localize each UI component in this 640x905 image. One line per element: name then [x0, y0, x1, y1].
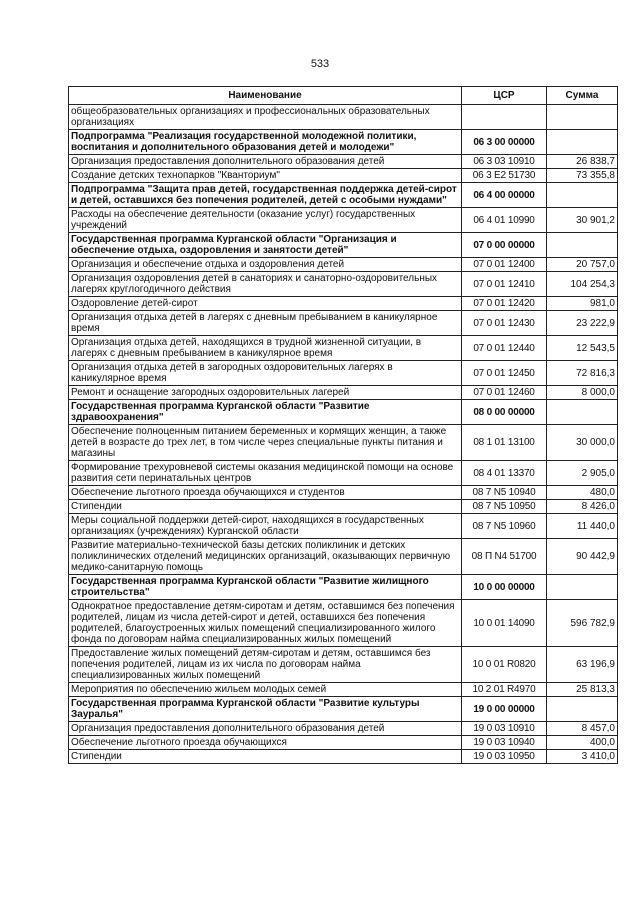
table-row	[69, 400, 618, 425]
table-row	[69, 600, 618, 647]
row-sum	[547, 697, 618, 722]
row-name: Подпрограмма "Защита прав детей, государственная поддержка детей-сирот и детей, оставшихся без попечения родителей, детей с особыми нуждами"	[69, 183, 462, 208]
row-name: Оздоровление детей-сирот	[69, 297, 462, 311]
header-csr: ЦСР	[462, 87, 547, 105]
row-csr: 08 7 N5 10940	[462, 486, 547, 500]
row-csr: 10 2 01 R4970	[462, 683, 547, 697]
row-name: Меры социальной поддержки детей-сирот, находящихся в государственных организациях (учреждениях) Курганской области	[69, 514, 462, 539]
row-name: Государственная программа Курганской области "Развитие культуры Зауралья"	[69, 697, 462, 722]
table-row	[69, 425, 618, 461]
budget-table	[68, 86, 618, 764]
row-csr: 19 0 03 10940	[462, 736, 547, 750]
row-sum: 73 355,8	[547, 169, 618, 183]
table-row	[69, 575, 618, 600]
table-row	[69, 297, 618, 311]
table-row	[69, 736, 618, 750]
row-sum: 30 901,2	[547, 208, 618, 233]
row-csr: 07 0 01 12410	[462, 272, 547, 297]
row-name: Обеспечение полноценным питанием беременных и кормящих женщин, а также детей в возрасте до трех лет, в том числе через специальные пункты питания и магазины	[69, 425, 462, 461]
table-row	[69, 683, 618, 697]
row-name: Предоставление жилых помещений детям-сиротам и детям, оставшимся без попечения родителей, лицам из их числа по договорам найма специализированных жилых помещений	[69, 647, 462, 683]
row-csr: 06 3 E2 51730	[462, 169, 547, 183]
row-sum: 8 000,0	[547, 386, 618, 400]
table-row	[69, 461, 618, 486]
table-body	[69, 105, 618, 764]
row-sum: 72 816,3	[547, 361, 618, 386]
table-row	[69, 539, 618, 575]
row-name: Организация и обеспечение отдыха и оздоровления детей	[69, 258, 462, 272]
table-row	[69, 311, 618, 336]
row-sum: 90 442,9	[547, 539, 618, 575]
table-row	[69, 722, 618, 736]
row-sum: 981,0	[547, 297, 618, 311]
table-row	[69, 500, 618, 514]
row-name: Обеспечение льготного проезда обучающихся	[69, 736, 462, 750]
page-number: 533	[310, 58, 330, 70]
row-name: Развитие материально-технической базы детских поликлиник и детских поликлинических отделений медицинских организаций, оказывающих первичную медико-санитарную помощь	[69, 539, 462, 575]
row-name: Государственная программа Курганской области "Развитие здравоохранения"	[69, 400, 462, 425]
row-name: Организация отдыха детей, находящихся в трудной жизненной ситуации, в лагерях с дневным пребыванием в каникулярное время	[69, 336, 462, 361]
row-csr: 19 0 03 10950	[462, 750, 547, 764]
row-csr: 19 0 00 00000	[462, 697, 547, 722]
row-sum	[547, 233, 618, 258]
table-row	[69, 258, 618, 272]
row-csr: 10 0 00 00000	[462, 575, 547, 600]
row-name: Организация предоставления дополнительного образования детей	[69, 722, 462, 736]
row-name: Государственная программа Курганской области "Развитие жилищного строительства"	[69, 575, 462, 600]
row-csr: 07 0 01 12460	[462, 386, 547, 400]
row-sum	[547, 183, 618, 208]
row-csr	[462, 105, 547, 130]
row-csr: 06 3 03 10910	[462, 155, 547, 169]
row-sum: 63 196,9	[547, 647, 618, 683]
row-name: Организация предоставления дополнительного образования детей	[69, 155, 462, 169]
row-csr: 07 0 01 12420	[462, 297, 547, 311]
row-name: Организация отдыха детей в загородных оздоровительных лагерях в каникулярное время	[69, 361, 462, 386]
row-sum: 596 782,9	[547, 600, 618, 647]
row-sum: 480,0	[547, 486, 618, 500]
row-csr: 08 1 01 13100	[462, 425, 547, 461]
row-csr: 07 0 01 12430	[462, 311, 547, 336]
table-row	[69, 386, 618, 400]
table-row	[69, 130, 618, 155]
row-csr: 07 0 01 12400	[462, 258, 547, 272]
header-sum: Сумма	[547, 87, 618, 105]
row-sum: 8 457,0	[547, 722, 618, 736]
row-csr: 08 0 00 00000	[462, 400, 547, 425]
row-csr: 06 3 00 00000	[462, 130, 547, 155]
row-sum: 12 543,5	[547, 336, 618, 361]
table-header-row	[69, 87, 618, 105]
table-row	[69, 183, 618, 208]
row-name: Обеспечение льготного проезда обучающихся и студентов	[69, 486, 462, 500]
row-csr: 08 7 N5 10960	[462, 514, 547, 539]
row-csr: 06 4 00 00000	[462, 183, 547, 208]
row-sum	[547, 105, 618, 130]
row-csr: 08 4 01 13370	[462, 461, 547, 486]
row-name: Формирование трехуровневой системы оказания медицинской помощи на основе развития сети перинатальных центров	[69, 461, 462, 486]
table-row	[69, 208, 618, 233]
row-sum: 3 410,0	[547, 750, 618, 764]
row-csr: 19 0 03 10910	[462, 722, 547, 736]
table-row	[69, 750, 618, 764]
row-sum	[547, 400, 618, 425]
row-name: Организация оздоровления детей в санаториях и санаторно-оздоровительных лагерях круглогодичного действия	[69, 272, 462, 297]
row-sum: 104 254,3	[547, 272, 618, 297]
table-row	[69, 514, 618, 539]
row-sum	[547, 130, 618, 155]
row-sum: 8 426,0	[547, 500, 618, 514]
row-csr: 07 0 00 00000	[462, 233, 547, 258]
row-csr: 10 0 01 14090	[462, 600, 547, 647]
row-sum: 23 222,9	[547, 311, 618, 336]
row-sum	[547, 575, 618, 600]
row-name: Стипендии	[69, 500, 462, 514]
row-sum: 20 757,0	[547, 258, 618, 272]
table-row	[69, 486, 618, 500]
header-name: Наименование	[69, 87, 462, 105]
row-csr: 07 0 01 12450	[462, 361, 547, 386]
row-csr: 08 П N4 51700	[462, 539, 547, 575]
row-name: Расходы на обеспечение деятельности (оказание услуг) государственных учреждений	[69, 208, 462, 233]
table-row	[69, 105, 618, 130]
table-row	[69, 155, 618, 169]
row-sum: 25 813,3	[547, 683, 618, 697]
row-csr: 08 7 N5 10950	[462, 500, 547, 514]
row-name: Мероприятия по обеспечению жильем молодых семей	[69, 683, 462, 697]
row-csr: 07 0 01 12440	[462, 336, 547, 361]
row-name: Ремонт и оснащение загородных оздоровительных лагерей	[69, 386, 462, 400]
row-name: общеобразовательных организациях и профессиональных образовательных организациях	[69, 105, 462, 130]
table-row	[69, 272, 618, 297]
row-csr: 06 4 01 10990	[462, 208, 547, 233]
table-row	[69, 169, 618, 183]
row-name: Однократное предоставление детям-сиротам и детям, оставшимся без попечения родителей, лицам из числа детей-сирот и детей, оставшихся без попечения родителей, благоустроенных жилых помещений специализированного жилого фонда по договорам найма специализированных жилых помещений	[69, 600, 462, 647]
table-row	[69, 336, 618, 361]
row-sum: 2 905,0	[547, 461, 618, 486]
row-name: Стипендии	[69, 750, 462, 764]
row-csr: 10 0 01 R0820	[462, 647, 547, 683]
table-row	[69, 647, 618, 683]
row-sum: 11 440,0	[547, 514, 618, 539]
row-sum: 400,0	[547, 736, 618, 750]
row-sum: 30 000,0	[547, 425, 618, 461]
row-name: Государственная программа Курганской области "Организация и обеспечение отдыха, оздоровления и занятости детей"	[69, 233, 462, 258]
table-row	[69, 361, 618, 386]
table-row	[69, 697, 618, 722]
row-sum: 26 838,7	[547, 155, 618, 169]
table-row	[69, 233, 618, 258]
row-name: Создание детских технопарков "Кванториум"	[69, 169, 462, 183]
row-name: Организация отдыха детей в лагерях с дневным пребыванием в каникулярное время	[69, 311, 462, 336]
row-name: Подпрограмма "Реализация государственной молодежной политики, воспитания и дополнительного образования детей и молодежи"	[69, 130, 462, 155]
